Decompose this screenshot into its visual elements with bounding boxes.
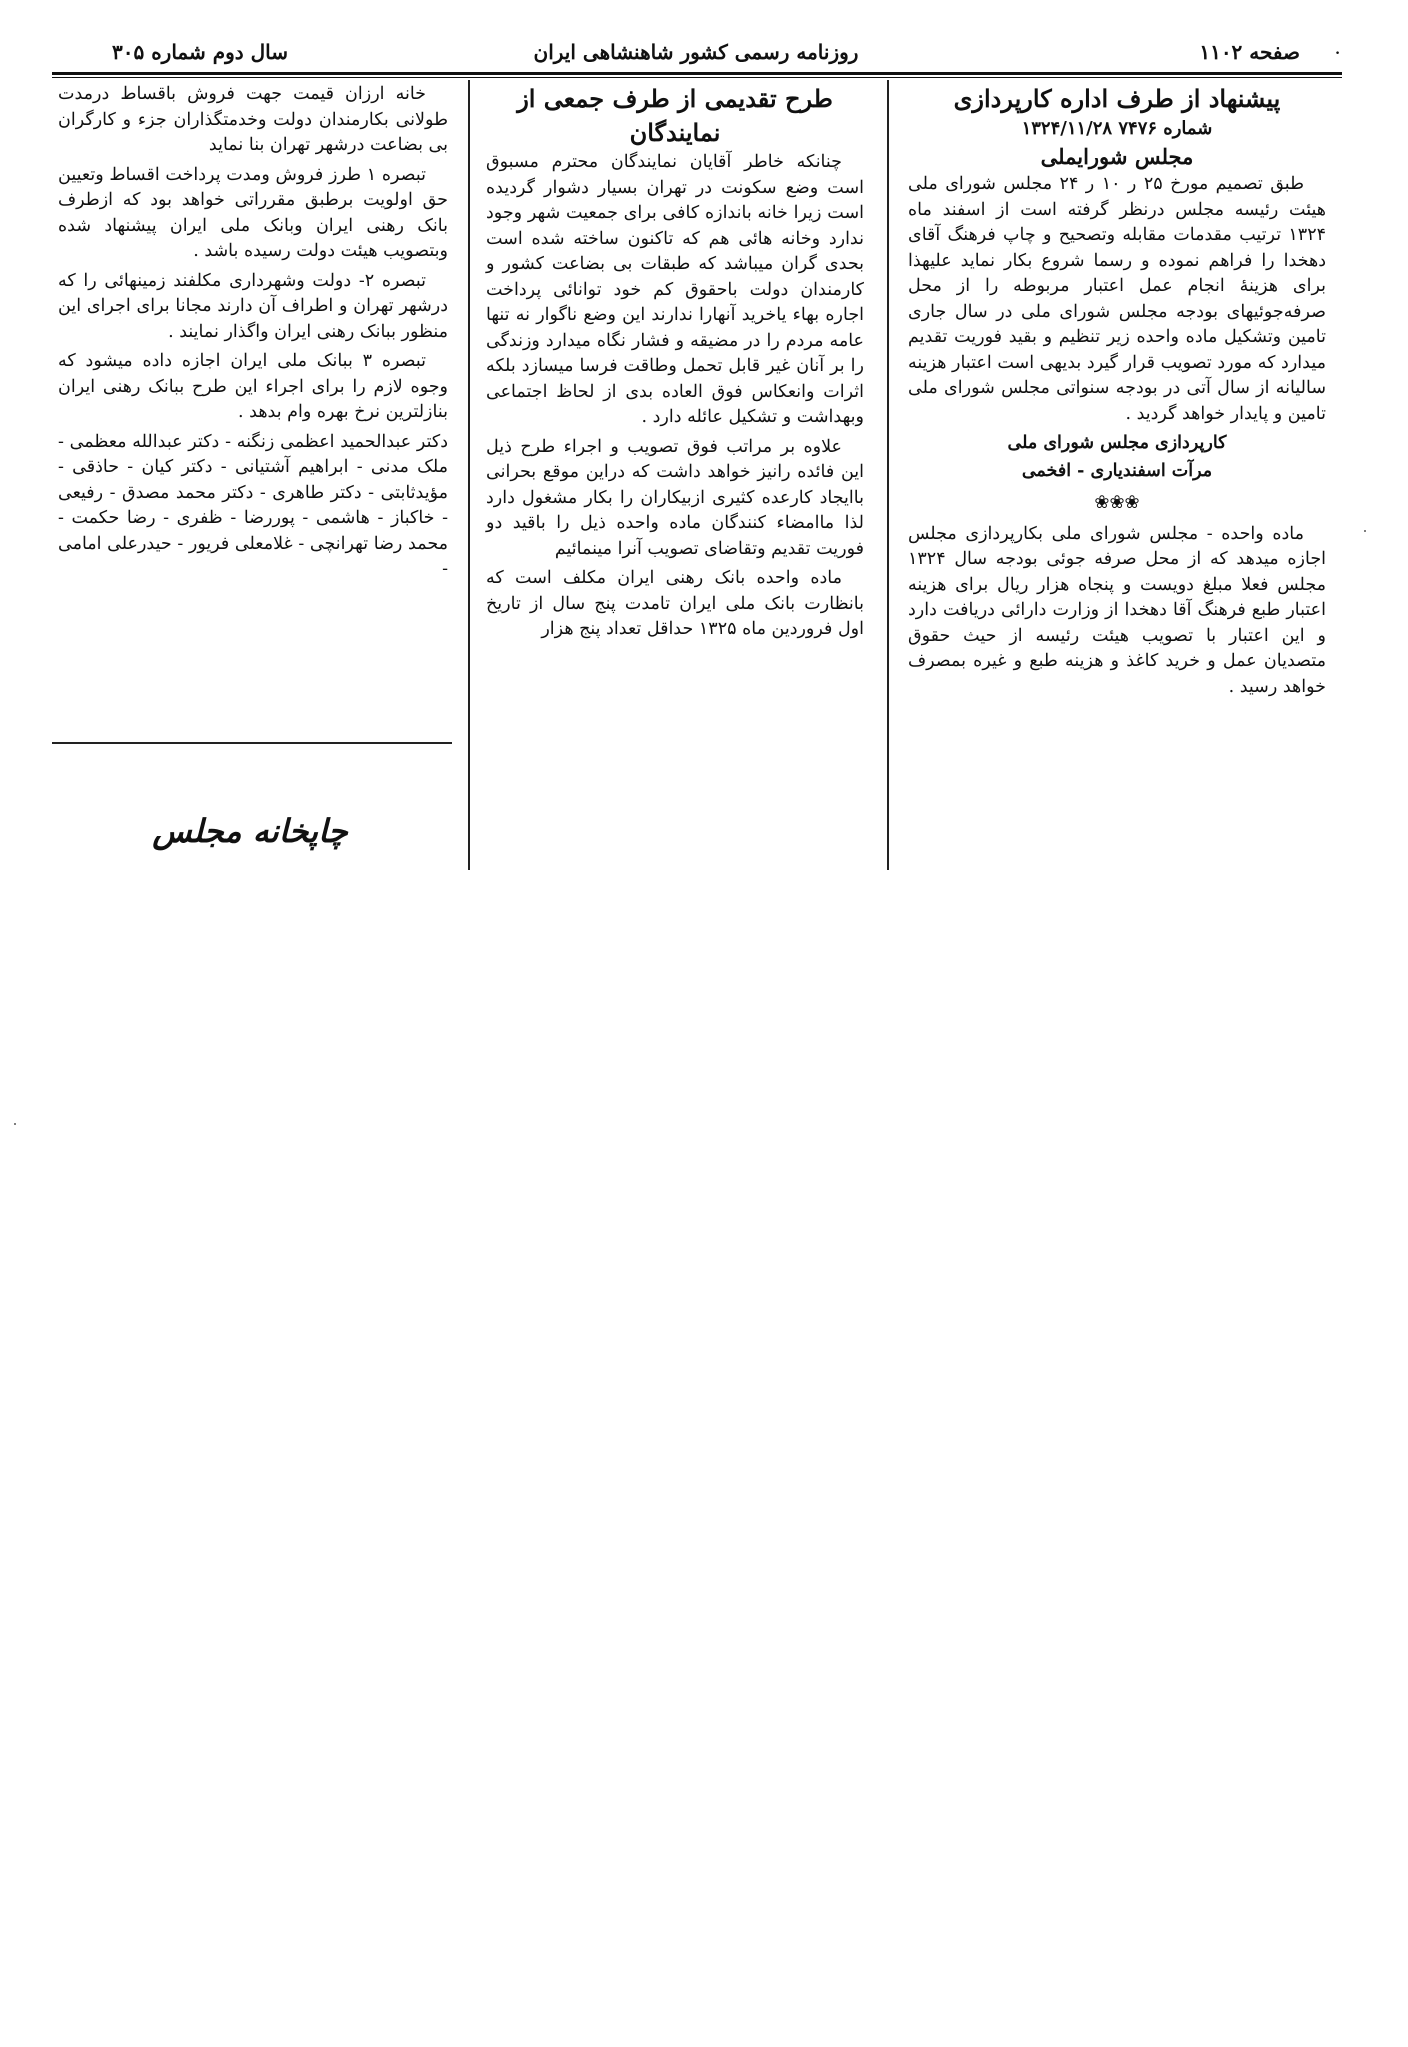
note-2: تبصره ۲- دولت وشهرداری مکلفند زمینهائی را که درشهر تهران و اطراف آن دارند مجانا برای اجرای این منظور ببانک رهنی ایران واگذار نمایند . (58, 270, 448, 342)
right-column (908, 82, 1326, 704)
bill-article: ماده واحده بانک رهنی ایران مکلف است که بانظارت بانک ملی ایران تامدت پنج سال از تاریخ اول فروردین ماه ۱۳۲۵ حداقل تعداد پنج هزار (486, 568, 864, 639)
proposal-ref: شماره ۷۴۷۶ ۱۳۲۴/۱۱/۲۸ (1021, 118, 1213, 139)
printer-imprint: چاپخانه مجلس (152, 812, 348, 850)
middle-column (486, 82, 864, 647)
scan-speck (1364, 530, 1366, 532)
proposal-title: پیشنهاد از طرف اداره کارپردازی (953, 84, 1281, 113)
gazette-title: روزنامه رسمی کشور شاهنشاهی ایران (533, 40, 859, 64)
margin-dot: . (1335, 42, 1340, 58)
signatories: دکتر عبدالحمید اعظمی زنگنه - دکتر عبدالله معظمی - ملک مدنی - ابراهیم آشتیانی - دکتر کیان - حاذقی - مؤیدثابتی - دکتر طاهری - دکتر محمد مصدق - رفیعی - خاکباز - هاشمی - پوررضا - ظفری - رضا حکمت - محمد رضا تهرانچی - غلامعلی فریور - حیدرعلی امامی - (58, 431, 448, 579)
article-continuation: خانه ارزان قیمت جهت فروش باقساط درمدت طولانی بکارمندان دولت وخدمتگذاران جزء و کارگران بی بضاعت درشهر تهران بنا نماید (58, 84, 448, 155)
masthead (52, 38, 1340, 72)
left-column (58, 82, 448, 587)
column-divider (887, 80, 889, 870)
signature-names: مرآت اسفندیاری - افخمی (1021, 460, 1213, 481)
signature-office: کارپردازی مجلس شورای ملی (1007, 433, 1227, 453)
section-ornament: ❀❀❀ (1094, 492, 1140, 513)
bill-intro: چنانکه خاطر آقایان نمایندگان محترم مسبوق است وضع سکونت در تهران بسیار دشوار گردیده است زیرا خانه باندازه کافی برای جمعیت شهر وجود ندارد وخانه هائی هم که تاکنون ساخته شده است بحدی گران میباشد که طبقات بی بضاعت کشور و کارمندان دولت باحقوق کم خود توانائی پرداخت اجاره بهاء یاخرید آنهارا ندارند این وضع ناگوار نه تنها عامه مردم را در مضیقه و فشار نگاه میدارد وزندگی را بر آنان غیر قابل تحمل وطاقت فرسا میسازد بلکه اثرات وانعکاس فوق العاده بدی از لحاظ اجتماعی وبهداشت و تشکیل عائله دارد . (486, 152, 864, 427)
note-3: تبصره ۳ ببانک ملی ایران اجازه داده میشود که وجوه لازم را برای اجراء این طرح ببانک رهنی ایران بنازلترین نرخ بهره وام بدهد . (58, 351, 448, 422)
proposal-body: طبق تصمیم مورخ ۲۵ ر ۱۰ ر ۲۴ مجلس شورای ملی هیئت رئیسه مجلس درنظر گرفته است از اسفند ماه ۱۳۲۴ ترتیب مقدمات مقابله وتصحیح و چاپ فرهنگ آقای دهخدا را فراهم نموده و رسما شروع بکار نماید علیهذا برای هزینهٔ انجام عمل اعتبار مربوطه را از محل صرفه‌جوئیهای بودجه مجلس شورای ملی در سال جاری تامین وتشکیل ماده واحده زیر تنظیم و بقید فوریت تقدیم میدارد که مورد تصویب قرار گیرد بدیهی است اعتبار هزینه سالیانه از سال آتی در بودجه سنواتی مجلس شورای ملی تامین و پایدار خواهد گردید . (908, 174, 1326, 424)
column-divider (468, 80, 470, 870)
note-1: تبصره ۱ طرز فروش ومدت پرداخت اقساط وتعیین حق اولویت برطبق مقرراتی خواهد بود که ازطرف بانک رهنی ایران وبانک ملی ایران پیشنهاد شده وبتصویب هیئت دولت رسیده باشد . (58, 164, 448, 261)
scan-speck (14, 1123, 16, 1125)
masthead-rule (52, 72, 1342, 78)
bill-title: طرح تقدیمی از طرف جمعی از نمایندگان (517, 84, 833, 147)
issue-number: سال دوم شماره ۳۰۵ (112, 40, 289, 64)
single-article: ماده واحده - مجلس شورای ملی بکارپردازی مجلس اجازه میدهد که از محل صرفه جوئی بودجه سال ۱۳۲۴ مجلس فعلا مبلغ دویست و پنجاه هزار ریال برای هزینه اعتبار طبع فرهنگ آقا دهخدا از وزارت دارائی دریافت دارد و این اعتبار با تصویب هیئت رئیسه از حیث حقوق متصدیان عمل و خرید کاغذ و هزینه طبع و غیره بمصرف خواهد رسید . (908, 523, 1326, 697)
bill-rationale: علاوه بر مراتب فوق تصویب و اجراء طرح ذیل این فائده رانیز خواهد داشت که دراین موقع بحرانی باایجاد کارعده کثیری ازبیکاران را بکار مشغول دارد لذا ماامضاء کنندگان ماده واحده ذیل را باقید دو فوریت تقدیم وتقاضای تصویب آنرا مینمائیم (486, 436, 864, 559)
page-number: صفحه ۱۱۰۲ (1199, 40, 1300, 64)
proposal-subtitle: مجلس شورایملی (1040, 144, 1194, 169)
column-end-rule (52, 742, 452, 744)
